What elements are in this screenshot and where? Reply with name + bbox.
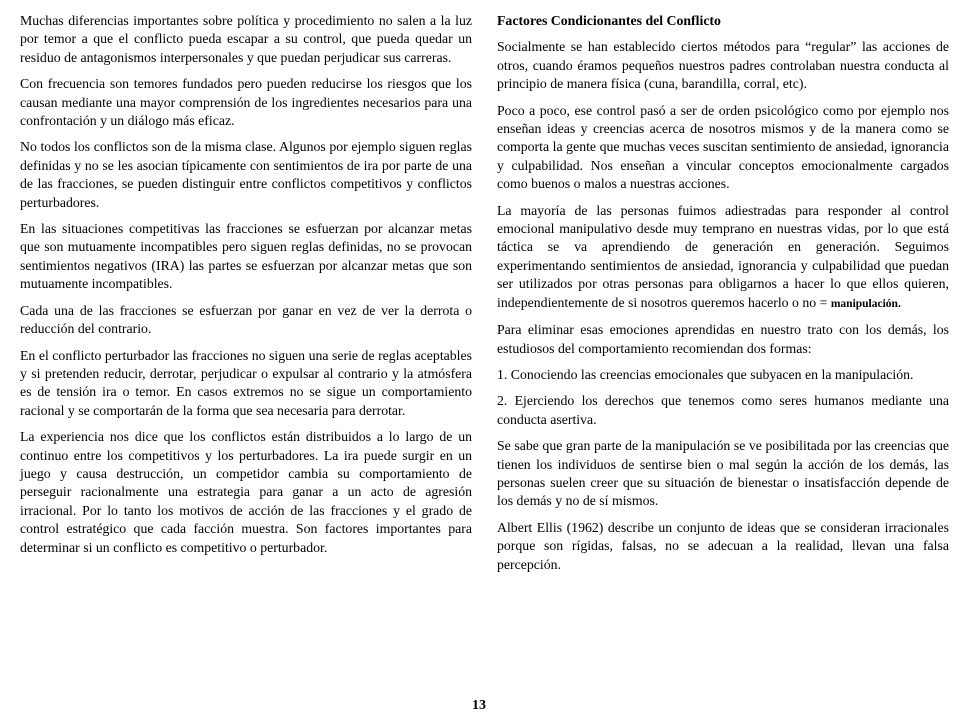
paragraph: [497, 202, 949, 313]
paragraph: Para eliminar esas emociones aprendidas en nuestro trato con los demás, los estudiosos del comportamiento recomiendan dos formas:: [497, 322, 949, 356]
paragraph: Poco a poco, ese control pasó a ser de orden psicológico como por ejemplo nos enseñan ideas y creencias acerca de nosotros mismos y de la manera como se comporta la gente que muchas veces suscitan sentimiento de ansiedad, ignorancia y culpabilidad. Nos enseñan a vincular conceptos emocionalmente cargados como buenos o malos a nuestras acciones.: [497, 102, 949, 192]
paragraph: Socialmente se han establecido ciertos métodos para “regular” las acciones de otros, cuando éramos pequeños nuestros padres controlaban nuestra conducta al principio de manera física (cuna, barandilla, corral, etc).: [497, 39, 949, 92]
right-column: [497, 12, 949, 582]
paragraph: Se sabe que gran parte de la manipulación se ve posibilitada por las creencias que tienen los individuos de sentirse bien o mal según la acción de los demás, las personas suelen creer que su situación de bienestar o insatisfacción depende de los demás y no de sí mismos.: [497, 438, 949, 509]
paragraph-text: La mayoría de las personas fuimos adiestradas para responder al control emocional manipulativo desde muy temprano en nuestras vidas, por lo que está táctica se va aprendiendo de generación en generación. Seguimos experimentando sentimientos de ansiedad, ignorancia y culpabilidad que puedan ser utilizados por otras personas para obligarnos a hacer lo que ellos quieren, independientemente de si nosotros queremos hacerlo o no =: [497, 202, 949, 310]
section-heading: Factores Condicionantes del Conflicto: [497, 13, 721, 28]
page-number: 13: [472, 698, 486, 713]
list-item: 1. Conociendo las creencias emocionales que subyacen en la manipulación.: [497, 366, 914, 382]
list-item: 2. Ejerciendo los derechos que tenemos como seres humanos mediante una conducta asertiva.: [497, 393, 949, 427]
paragraph: La experiencia nos dice que los conflictos están distribuidos a lo largo de un continuo entre los competitivos y los perturbadores. La ira puede surgir en un juego y causa destrucción, un competidor cambia su comportamiento de perseguir racionalmente una estrategia para ganar a un acto de agresión irracional. Por lo tanto los motivos de acción de las fracciones y el grado de control estratégico que cada facción muestra. Son factores importantes para determinar si un conflicto es competitivo o perturbador.: [20, 429, 472, 555]
left-column: [20, 12, 472, 565]
paragraph: No todos los conflictos son de la misma clase. Algunos por ejemplo siguen reglas definidas y no se les asocian típicamente con sentimientos de ira por parte de una de las fracciones, se pueden distinguir entre conflictos competitivos y conflictos perturbadores.: [20, 139, 472, 210]
bold-term: manipulación.: [830, 297, 901, 310]
paragraph: En las situaciones competitivas las fracciones se esfuerzan por alcanzar metas que son mutuamente incompatibles pero siguen reglas definidas, no se provocan sentimientos negativos (IRA) las partes se esfuerzan por alcanzar metas que son mutuamente incompatibles.: [20, 221, 472, 292]
paragraph: En el conflicto perturbador las fracciones no siguen una serie de reglas aceptables y si pretenden reducir, derrotar, perjudicar o expulsar al contrario y la atmósfera es de tensión ira o temor. En casos extremos no se sigue un comportamiento racional y se comportarán de la forma que sea necesaria para derrotar.: [20, 347, 472, 418]
paragraph: Muchas diferencias importantes sobre política y procedimiento no salen a la luz por temor a que el conflicto pueda escapar a su control, que pueda quedar un residuo de antagonismos interpersonales y que puedan perjudicar sus carreras.: [20, 13, 472, 65]
paragraph: Cada una de las fracciones se esfuerzan por ganar en vez de ver la derrota o reducción del contrario.: [20, 302, 472, 337]
paragraph: Albert Ellis (1962) describe un conjunto de ideas que se consideran irracionales porque son rígidas, falsas, no se adecuan a la realidad, llevan una falsa percepción.: [497, 519, 949, 572]
paragraph: Con frecuencia son temores fundados pero pueden reducirse los riesgos que los causan mediante una mayor comprensión de los ingredientes necesarios para una confrontación y un diálogo más eficaz.: [20, 76, 472, 129]
